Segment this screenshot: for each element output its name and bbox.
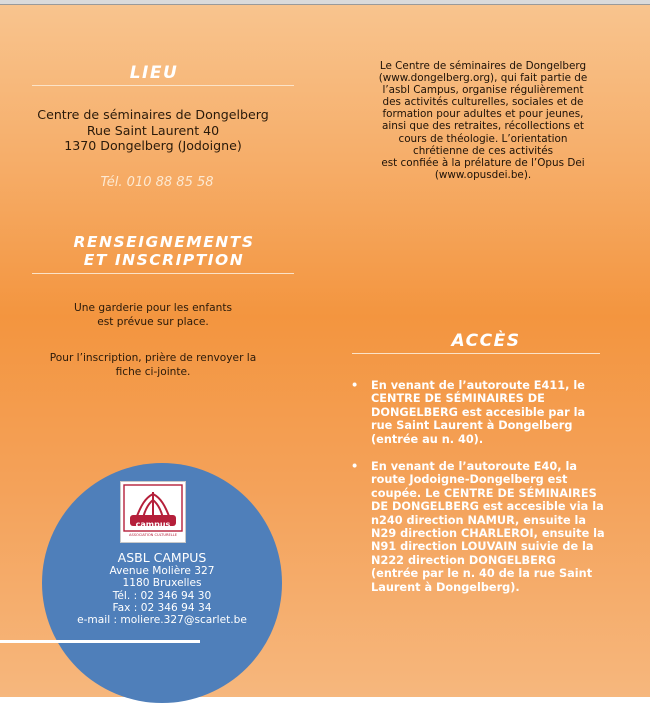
decorative-line <box>0 640 200 643</box>
acces-line: Laurent à Dongelberg). <box>371 580 520 594</box>
acces-line: DONGELBERG est accesible par la <box>371 405 586 419</box>
acces-line: En venant de l’autoroute E40, la <box>371 460 577 474</box>
heading-line: ET INSCRIPTION <box>83 251 245 269</box>
acces-line: N222 direction DONGELBERG <box>371 553 556 567</box>
acces-line: CENTRE DE SÉMINAIRES DE <box>371 392 545 406</box>
lieu-phone: Tél. 010 88 85 58 <box>100 175 214 190</box>
intro-line: l’asbl Campus, organise régulièrement <box>382 84 584 97</box>
acces-line: coupée. Le CENTRE DE SÉMINAIRES <box>371 486 597 500</box>
garderie-text <box>22 302 284 329</box>
contact-fax: Fax : 02 346 94 34 <box>112 601 212 614</box>
acces-rule <box>352 353 600 354</box>
intro-line: formation pour adultes et pour jeunes, <box>382 108 584 121</box>
acces-line: (entrée au n. 40). <box>371 432 484 446</box>
bullet-icon: • <box>351 379 359 392</box>
contact-email: e-mail : moliere.327@scarlet.be <box>77 614 247 627</box>
acces-line: n240 direction NAMUR, ensuite la <box>371 513 587 527</box>
acces-line: DE DONGELBERG est accesible via la <box>371 500 604 514</box>
intro-line: Le Centre de séminaires de Dongelberg <box>379 60 587 72</box>
intro-line: ainsi que des retraites, récollections et <box>381 120 585 133</box>
address-line: 1370 Dongelberg (Jodoigne) <box>64 138 242 153</box>
intro-line: des activités culturelles, sociales et de <box>382 96 584 109</box>
contact-tel: Tél. : 02 346 94 30 <box>112 589 212 602</box>
acces-heading: ACCÈS <box>451 331 521 351</box>
inscription-text <box>12 352 294 379</box>
contact-block <box>42 551 282 626</box>
contact-city: 1180 Bruxelles <box>122 577 202 590</box>
intro-line: (www.dongelberg.org), qui fait partie de <box>378 72 588 85</box>
logo-wordmark: campus <box>135 520 171 529</box>
intro-line: cours de théologie. L’orientation <box>398 132 568 145</box>
address-line: Centre de séminaires de Dongelberg <box>37 107 269 122</box>
renseignements-heading <box>30 233 298 269</box>
acces-list <box>345 379 625 608</box>
acces-line: route Jodoigne-Dongelberg est <box>371 473 568 487</box>
contact-street: Avenue Molière 327 <box>109 565 215 577</box>
contact-name: ASBL CAMPUS <box>117 550 207 565</box>
logo-caption: ASSOCIATION CULTURELLE <box>128 533 178 537</box>
acces-item-e411 <box>345 379 625 446</box>
text-line: fiche ci-jointe. <box>115 365 191 378</box>
campus-logo <box>120 481 186 543</box>
intro-line: chrétienne de ces activités <box>412 144 554 157</box>
text-line: est prévue sur place. <box>97 315 209 328</box>
bullet-icon: • <box>351 460 359 474</box>
acces-line: rue Saint Laurent à Dongelberg <box>371 419 573 433</box>
lieu-address <box>22 107 284 154</box>
acces-line: En venant de l’autoroute E411, le <box>371 379 585 392</box>
address-line: Rue Saint Laurent 40 <box>86 122 220 138</box>
intro-line: est confiée à la prélature de l’Opus Dei <box>381 156 585 169</box>
brochure-page <box>0 5 650 697</box>
acces-line: N91 direction LOUVAIN suivie de la <box>371 540 594 554</box>
intro-line: (www.opusdei.be). <box>434 168 532 181</box>
heading-line: RENSEIGNEMENTS <box>73 233 255 251</box>
lieu-heading: LIEU <box>129 63 179 83</box>
intro-paragraph <box>352 60 614 181</box>
acces-item-e40 <box>345 460 625 594</box>
acces-line: N29 direction CHARLEROI, ensuite la <box>371 527 605 541</box>
text-line: Pour l’inscription, prière de renvoyer la <box>49 352 257 364</box>
lieu-rule <box>32 85 294 86</box>
acces-line: (entrée par le n. 40 de la rue Saint <box>371 567 593 581</box>
renseignements-rule <box>32 273 294 274</box>
text-line: Une garderie pour les enfants <box>74 302 232 314</box>
